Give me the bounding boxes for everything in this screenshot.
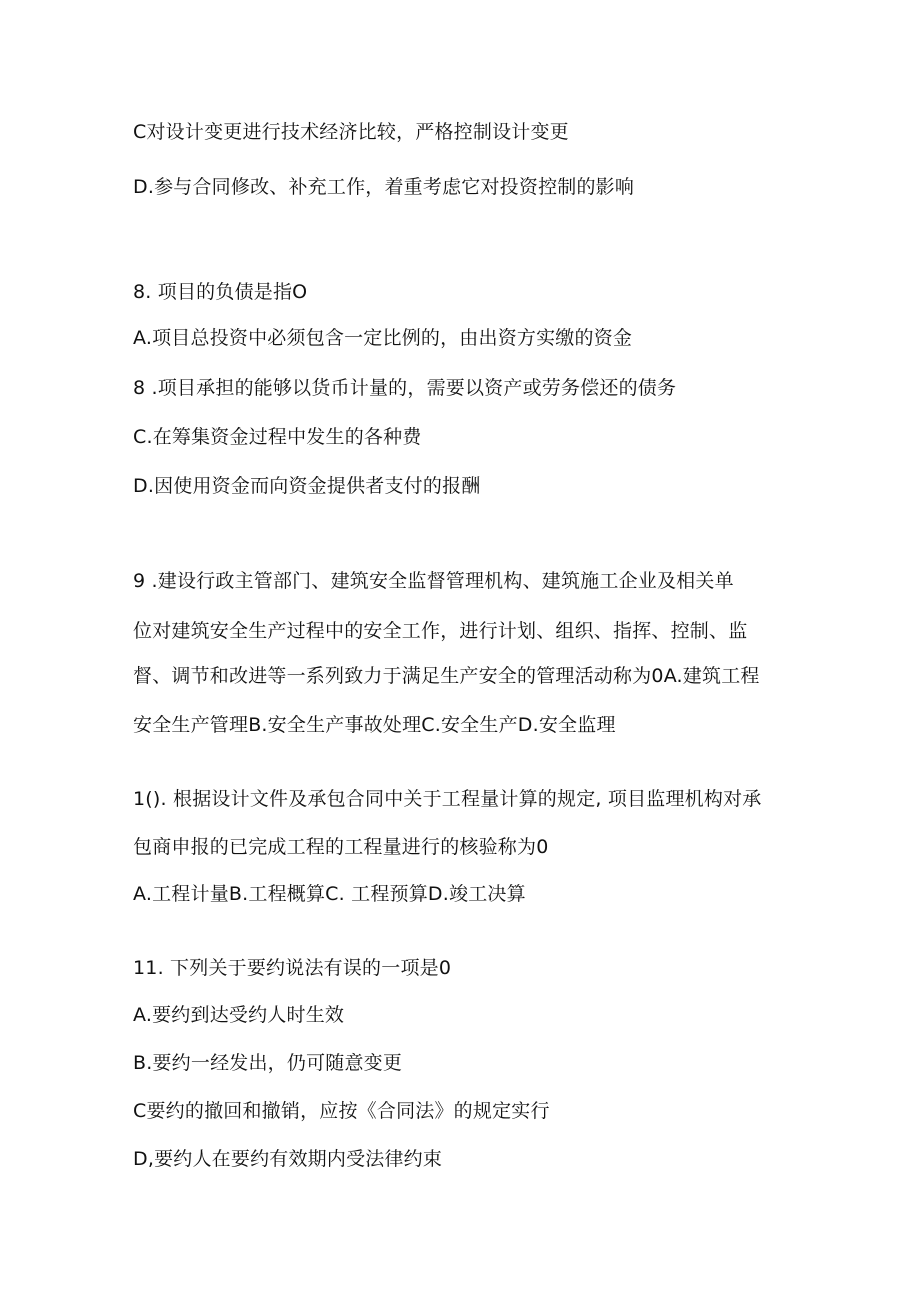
q9-question-line-2: 位对建筑安全生产过程中的安全工作，进行计划、组织、指挥、控制、监 bbox=[133, 620, 748, 642]
q11-option-b: B.要约一经发出，仍可随意变更 bbox=[133, 1052, 403, 1074]
q11-option-a: A.要约到达受约人时生效 bbox=[133, 1004, 345, 1026]
q8-option-b: 8 .项目承担的能够以货币计量的，需要以资产或劳务偿还的债务 bbox=[133, 377, 677, 399]
q8-option-c: C.在筹集资金过程中发生的各种费 bbox=[133, 426, 422, 448]
q9-question-line-3: 督、调节和改进等一系列致力于满足生产安全的管理活动称为0A.建筑工程 bbox=[133, 665, 760, 687]
q11-question: 11. 下列关于要约说法有误的一项是0 bbox=[133, 957, 452, 979]
q8-question: 8. 项目的负债是指O bbox=[133, 281, 308, 303]
q11-option-d: D,要约人在要约有效期内受法律约束 bbox=[133, 1148, 443, 1170]
q10-options: A.工程计量B.工程概算C. 工程预算D.竣工决算 bbox=[133, 883, 526, 905]
q9-options: 安全生产管理B.安全生产事故处理C.安全生产D.安全监理 bbox=[133, 714, 616, 736]
q9-question-line-1: 9 .建设行政主管部门、建筑安全监督管理机构、建筑施工企业及相关单 bbox=[133, 570, 734, 592]
q7-option-c: C对设计变更进行技术经济比较，严格控制设计变更 bbox=[133, 121, 569, 143]
q7-option-d: D.参与合同修改、补充工作，着重考虑它对投资控制的影响 bbox=[133, 176, 635, 198]
q10-question-line-2: 包商申报的已完成工程的工程量进行的核验称为0 bbox=[133, 836, 549, 858]
q8-option-a: A.项目总投资中必须包含一定比例的，由出资方实缴的资金 bbox=[133, 327, 633, 349]
q10-question-line-1: 1(). 根据设计文件及承包合同中关于工程量计算的规定, 项目监理机构对承 bbox=[133, 788, 762, 810]
q8-option-d: D.因使用资金而向资金提供者支付的报酬 bbox=[133, 475, 481, 497]
q11-option-c: C要约的撤回和撤销，应按《合同法》的规定实行 bbox=[133, 1100, 550, 1122]
